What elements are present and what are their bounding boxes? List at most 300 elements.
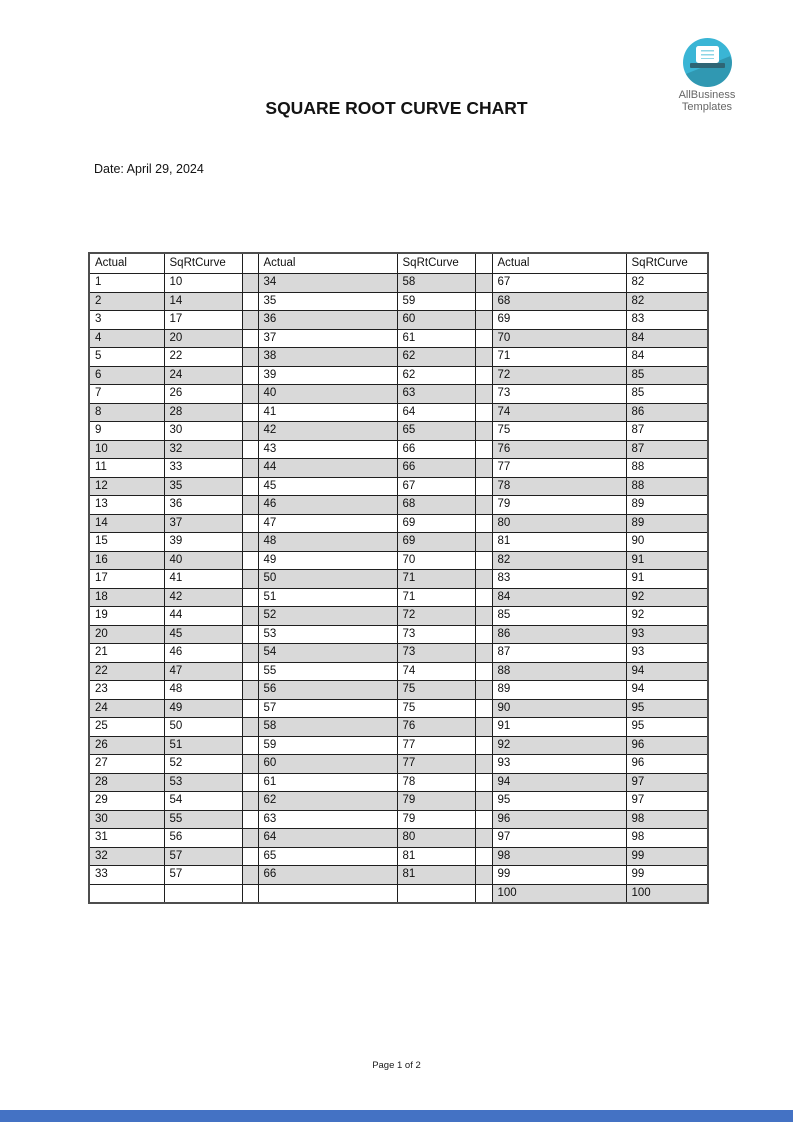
table-row <box>89 625 708 644</box>
cell-actual: 14 <box>89 514 164 533</box>
spacer-cell <box>242 570 258 589</box>
cell-sqrtcurve: 62 <box>397 366 475 385</box>
cell-sqrtcurve: 98 <box>626 829 708 848</box>
spacer-cell <box>475 533 492 552</box>
spacer-cell <box>475 274 492 293</box>
table-row <box>89 736 708 755</box>
cell-actual: 91 <box>492 718 626 737</box>
page-number: Page 1 of 2 <box>372 1060 421 1071</box>
cell-sqrtcurve: 92 <box>626 588 708 607</box>
cell-actual: 13 <box>89 496 164 515</box>
cell-actual: 76 <box>492 440 626 459</box>
table-row <box>89 699 708 718</box>
table-row <box>89 829 708 848</box>
spacer-cell <box>242 866 258 885</box>
cell-sqrtcurve: 44 <box>164 607 242 626</box>
spacer-cell <box>242 440 258 459</box>
cell-sqrtcurve: 82 <box>626 274 708 293</box>
cell-sqrtcurve: 61 <box>397 329 475 348</box>
cell-actual: 66 <box>258 866 397 885</box>
table-row <box>89 440 708 459</box>
table-row <box>89 681 708 700</box>
header-actual: Actual <box>492 253 626 274</box>
cell-actual: 45 <box>258 477 397 496</box>
cell-actual: 95 <box>492 792 626 811</box>
spacer-cell <box>475 496 492 515</box>
cell-actual: 44 <box>258 459 397 478</box>
header-spacer-cell <box>242 253 258 274</box>
cell-actual: 90 <box>492 699 626 718</box>
cell-sqrtcurve: 58 <box>397 274 475 293</box>
cell-sqrtcurve: 71 <box>397 588 475 607</box>
cell-sqrtcurve: 93 <box>626 625 708 644</box>
table-row <box>89 884 708 903</box>
cell-actual: 54 <box>258 644 397 663</box>
cell-sqrtcurve: 82 <box>626 292 708 311</box>
table-row <box>89 274 708 293</box>
cell-sqrtcurve: 81 <box>397 866 475 885</box>
cell-actual: 38 <box>258 348 397 367</box>
cell-actual: 83 <box>492 570 626 589</box>
cell-actual <box>89 884 164 903</box>
cell-sqrtcurve: 49 <box>164 699 242 718</box>
cell-actual: 77 <box>492 459 626 478</box>
cell-sqrtcurve: 77 <box>397 755 475 774</box>
cell-actual: 2 <box>89 292 164 311</box>
cell-actual: 25 <box>89 718 164 737</box>
cell-sqrtcurve: 63 <box>397 385 475 404</box>
spacer-cell <box>475 810 492 829</box>
cell-actual: 92 <box>492 736 626 755</box>
table-row <box>89 551 708 570</box>
cell-sqrtcurve: 99 <box>626 866 708 885</box>
logo-circle <box>683 38 732 87</box>
spacer-cell <box>475 311 492 330</box>
cell-actual: 36 <box>258 311 397 330</box>
cell-sqrtcurve: 79 <box>397 792 475 811</box>
cell-actual: 42 <box>258 422 397 441</box>
spacer-cell <box>475 459 492 478</box>
cell-sqrtcurve: 45 <box>164 625 242 644</box>
cell-sqrtcurve: 72 <box>397 607 475 626</box>
cell-actual: 96 <box>492 810 626 829</box>
cell-sqrtcurve: 86 <box>626 403 708 422</box>
cell-sqrtcurve: 83 <box>626 311 708 330</box>
cell-sqrtcurve: 71 <box>397 570 475 589</box>
cell-actual: 33 <box>89 866 164 885</box>
cell-actual <box>258 884 397 903</box>
cell-actual: 7 <box>89 385 164 404</box>
cell-sqrtcurve: 89 <box>626 514 708 533</box>
cell-sqrtcurve: 68 <box>397 496 475 515</box>
spacer-cell <box>242 385 258 404</box>
cell-actual: 79 <box>492 496 626 515</box>
cell-sqrtcurve: 78 <box>397 773 475 792</box>
cell-actual: 61 <box>258 773 397 792</box>
cell-actual: 43 <box>258 440 397 459</box>
cell-actual: 20 <box>89 625 164 644</box>
cell-actual: 51 <box>258 588 397 607</box>
cell-sqrtcurve: 36 <box>164 496 242 515</box>
cell-sqrtcurve: 84 <box>626 348 708 367</box>
spacer-cell <box>242 292 258 311</box>
spacer-cell <box>475 718 492 737</box>
cell-sqrtcurve: 95 <box>626 718 708 737</box>
spacer-cell <box>242 348 258 367</box>
table-row <box>89 644 708 663</box>
table-row <box>89 514 708 533</box>
cell-actual: 21 <box>89 644 164 663</box>
cell-actual: 94 <box>492 773 626 792</box>
cell-actual: 47 <box>258 514 397 533</box>
cell-actual: 30 <box>89 810 164 829</box>
cell-actual: 11 <box>89 459 164 478</box>
cell-actual: 82 <box>492 551 626 570</box>
laptop-screen-lines <box>701 50 714 59</box>
cell-actual: 19 <box>89 607 164 626</box>
cell-sqrtcurve: 75 <box>397 699 475 718</box>
spacer-cell <box>242 699 258 718</box>
cell-sqrtcurve: 91 <box>626 551 708 570</box>
cell-actual: 69 <box>492 311 626 330</box>
cell-actual: 18 <box>89 588 164 607</box>
spacer-cell <box>475 551 492 570</box>
spacer-cell <box>242 736 258 755</box>
header-actual: Actual <box>258 253 397 274</box>
cell-actual: 10 <box>89 440 164 459</box>
cell-sqrtcurve: 74 <box>397 662 475 681</box>
spacer-cell <box>475 440 492 459</box>
table-row <box>89 718 708 737</box>
cell-sqrtcurve: 39 <box>164 533 242 552</box>
table-row <box>89 866 708 885</box>
cell-sqrtcurve: 33 <box>164 459 242 478</box>
cell-sqrtcurve: 20 <box>164 329 242 348</box>
table-row <box>89 755 708 774</box>
cell-actual: 26 <box>89 736 164 755</box>
cell-actual: 23 <box>89 681 164 700</box>
cell-actual: 72 <box>492 366 626 385</box>
table-row <box>89 403 708 422</box>
table-row <box>89 459 708 478</box>
cell-actual: 93 <box>492 755 626 774</box>
table-row <box>89 385 708 404</box>
spacer-cell <box>242 274 258 293</box>
cell-sqrtcurve: 69 <box>397 514 475 533</box>
cell-actual: 3 <box>89 311 164 330</box>
cell-actual: 57 <box>258 699 397 718</box>
cell-actual: 24 <box>89 699 164 718</box>
cell-sqrtcurve: 66 <box>397 440 475 459</box>
cell-actual: 28 <box>89 773 164 792</box>
cell-actual: 48 <box>258 533 397 552</box>
spacer-cell <box>242 607 258 626</box>
spacer-cell <box>242 884 258 903</box>
cell-sqrtcurve: 47 <box>164 662 242 681</box>
spacer-cell <box>475 644 492 663</box>
cell-sqrtcurve: 66 <box>397 459 475 478</box>
footer-color-bar <box>0 1110 793 1122</box>
spacer-cell <box>242 329 258 348</box>
header-sqrtcurve: SqRtCurve <box>397 253 475 274</box>
cell-sqrtcurve: 30 <box>164 422 242 441</box>
cell-sqrtcurve: 60 <box>397 311 475 330</box>
table-row <box>89 588 708 607</box>
cell-sqrtcurve: 64 <box>397 403 475 422</box>
cell-sqrtcurve: 91 <box>626 570 708 589</box>
cell-actual: 35 <box>258 292 397 311</box>
spacer-cell <box>475 607 492 626</box>
cell-actual: 8 <box>89 403 164 422</box>
cell-sqrtcurve: 76 <box>397 718 475 737</box>
cell-sqrtcurve: 79 <box>397 810 475 829</box>
table-row <box>89 348 708 367</box>
cell-sqrtcurve <box>397 884 475 903</box>
spacer-cell <box>475 866 492 885</box>
cell-actual: 50 <box>258 570 397 589</box>
cell-sqrtcurve: 69 <box>397 533 475 552</box>
cell-sqrtcurve: 46 <box>164 644 242 663</box>
table-row <box>89 366 708 385</box>
cell-sqrtcurve: 37 <box>164 514 242 533</box>
table-row <box>89 422 708 441</box>
cell-actual: 46 <box>258 496 397 515</box>
cell-actual: 88 <box>492 662 626 681</box>
cell-sqrtcurve: 81 <box>397 847 475 866</box>
cell-sqrtcurve: 80 <box>397 829 475 848</box>
spacer-cell <box>475 884 492 903</box>
spacer-cell <box>242 625 258 644</box>
spacer-cell <box>475 736 492 755</box>
cell-actual: 70 <box>492 329 626 348</box>
table-row <box>89 292 708 311</box>
cell-sqrtcurve: 77 <box>397 736 475 755</box>
spacer-cell <box>475 514 492 533</box>
table-row <box>89 496 708 515</box>
cell-actual: 98 <box>492 847 626 866</box>
spacer-cell <box>242 403 258 422</box>
cell-actual: 15 <box>89 533 164 552</box>
spacer-cell <box>475 792 492 811</box>
table-row <box>89 792 708 811</box>
spacer-cell <box>242 718 258 737</box>
cell-sqrtcurve: 48 <box>164 681 242 700</box>
cell-sqrtcurve: 50 <box>164 718 242 737</box>
cell-sqrtcurve: 94 <box>626 662 708 681</box>
spacer-cell <box>475 588 492 607</box>
header-sqrtcurve: SqRtCurve <box>164 253 242 274</box>
cell-actual: 64 <box>258 829 397 848</box>
cell-actual: 34 <box>258 274 397 293</box>
cell-actual: 99 <box>492 866 626 885</box>
table-header-row <box>89 253 708 274</box>
spacer-cell <box>242 755 258 774</box>
cell-sqrtcurve <box>164 884 242 903</box>
cell-actual: 71 <box>492 348 626 367</box>
cell-actual: 58 <box>258 718 397 737</box>
cell-actual: 68 <box>492 292 626 311</box>
cell-sqrtcurve: 73 <box>397 644 475 663</box>
cell-sqrtcurve: 96 <box>626 736 708 755</box>
table-row <box>89 329 708 348</box>
spacer-cell <box>475 385 492 404</box>
cell-sqrtcurve: 40 <box>164 551 242 570</box>
cell-actual: 55 <box>258 662 397 681</box>
spacer-cell <box>475 292 492 311</box>
spacer-cell <box>242 496 258 515</box>
cell-sqrtcurve: 14 <box>164 292 242 311</box>
cell-sqrtcurve: 93 <box>626 644 708 663</box>
header-actual: Actual <box>89 253 164 274</box>
cell-sqrtcurve: 84 <box>626 329 708 348</box>
cell-actual: 56 <box>258 681 397 700</box>
cell-sqrtcurve: 41 <box>164 570 242 589</box>
cell-actual: 89 <box>492 681 626 700</box>
spacer-cell <box>242 533 258 552</box>
cell-actual: 9 <box>89 422 164 441</box>
spacer-cell <box>475 329 492 348</box>
cell-sqrtcurve: 22 <box>164 348 242 367</box>
cell-sqrtcurve: 62 <box>397 348 475 367</box>
cell-sqrtcurve: 35 <box>164 477 242 496</box>
table-row <box>89 533 708 552</box>
cell-sqrtcurve: 24 <box>164 366 242 385</box>
cell-sqrtcurve: 26 <box>164 385 242 404</box>
logo-text-line2: Templates <box>681 100 733 113</box>
cell-sqrtcurve: 97 <box>626 773 708 792</box>
spacer-cell <box>242 662 258 681</box>
cell-actual: 78 <box>492 477 626 496</box>
cell-actual: 63 <box>258 810 397 829</box>
cell-sqrtcurve: 90 <box>626 533 708 552</box>
cell-actual: 17 <box>89 570 164 589</box>
cell-actual: 65 <box>258 847 397 866</box>
cell-sqrtcurve: 99 <box>626 847 708 866</box>
spacer-cell <box>475 755 492 774</box>
cell-sqrtcurve: 52 <box>164 755 242 774</box>
cell-actual: 37 <box>258 329 397 348</box>
cell-actual: 27 <box>89 755 164 774</box>
cell-sqrtcurve: 59 <box>397 292 475 311</box>
spacer-cell <box>242 847 258 866</box>
cell-actual: 53 <box>258 625 397 644</box>
spacer-cell <box>242 514 258 533</box>
cell-actual: 41 <box>258 403 397 422</box>
logo-text-line1: AllBusiness <box>678 89 736 101</box>
cell-sqrtcurve: 54 <box>164 792 242 811</box>
spacer-cell <box>475 422 492 441</box>
cell-sqrtcurve: 100 <box>626 884 708 903</box>
spacer-cell <box>475 699 492 718</box>
header-sqrtcurve: SqRtCurve <box>626 253 708 274</box>
spacer-cell <box>475 829 492 848</box>
spacer-cell <box>242 773 258 792</box>
spacer-cell <box>475 773 492 792</box>
cell-actual: 60 <box>258 755 397 774</box>
spacer-cell <box>475 403 492 422</box>
table-row <box>89 662 708 681</box>
spacer-cell <box>475 570 492 589</box>
table-row <box>89 773 708 792</box>
cell-sqrtcurve: 97 <box>626 792 708 811</box>
cell-sqrtcurve: 10 <box>164 274 242 293</box>
laptop-base <box>690 63 725 68</box>
cell-sqrtcurve: 85 <box>626 385 708 404</box>
laptop-icon <box>696 46 719 63</box>
cell-actual: 80 <box>492 514 626 533</box>
cell-actual: 29 <box>89 792 164 811</box>
cell-actual: 32 <box>89 847 164 866</box>
spacer-cell <box>475 366 492 385</box>
date-line: Date: April 29, 2024 <box>94 162 204 176</box>
page-title: SQUARE ROOT CURVE CHART <box>265 98 528 118</box>
cell-sqrtcurve: 88 <box>626 459 708 478</box>
spacer-cell <box>475 681 492 700</box>
table-row <box>89 311 708 330</box>
cell-actual: 67 <box>492 274 626 293</box>
cell-sqrtcurve: 89 <box>626 496 708 515</box>
cell-sqrtcurve: 70 <box>397 551 475 570</box>
cell-actual: 84 <box>492 588 626 607</box>
cell-sqrtcurve: 85 <box>626 366 708 385</box>
cell-sqrtcurve: 98 <box>626 810 708 829</box>
cell-sqrtcurve: 73 <box>397 625 475 644</box>
spacer-cell <box>242 792 258 811</box>
cell-sqrtcurve: 57 <box>164 847 242 866</box>
cell-actual: 100 <box>492 884 626 903</box>
cell-sqrtcurve: 96 <box>626 755 708 774</box>
cell-actual: 73 <box>492 385 626 404</box>
cell-sqrtcurve: 51 <box>164 736 242 755</box>
cell-actual: 31 <box>89 829 164 848</box>
cell-sqrtcurve: 87 <box>626 422 708 441</box>
cell-actual: 4 <box>89 329 164 348</box>
cell-actual: 1 <box>89 274 164 293</box>
spacer-cell <box>475 348 492 367</box>
cell-sqrtcurve: 94 <box>626 681 708 700</box>
cell-sqrtcurve: 53 <box>164 773 242 792</box>
cell-sqrtcurve: 92 <box>626 607 708 626</box>
cell-actual: 12 <box>89 477 164 496</box>
cell-sqrtcurve: 56 <box>164 829 242 848</box>
table-row <box>89 570 708 589</box>
spacer-cell <box>242 551 258 570</box>
cell-actual: 86 <box>492 625 626 644</box>
spacer-cell <box>242 810 258 829</box>
spacer-cell <box>475 477 492 496</box>
sqrt-curve-table <box>88 252 709 904</box>
spacer-cell <box>475 847 492 866</box>
cell-actual: 52 <box>258 607 397 626</box>
cell-sqrtcurve: 32 <box>164 440 242 459</box>
cell-actual: 97 <box>492 829 626 848</box>
cell-sqrtcurve: 55 <box>164 810 242 829</box>
cell-actual: 39 <box>258 366 397 385</box>
cell-actual: 49 <box>258 551 397 570</box>
cell-actual: 81 <box>492 533 626 552</box>
cell-actual: 62 <box>258 792 397 811</box>
spacer-cell <box>242 588 258 607</box>
spacer-cell <box>242 477 258 496</box>
spacer-cell <box>242 366 258 385</box>
cell-sqrtcurve: 57 <box>164 866 242 885</box>
spacer-cell <box>242 681 258 700</box>
spacer-cell <box>242 459 258 478</box>
table-row <box>89 607 708 626</box>
spacer-cell <box>242 644 258 663</box>
cell-actual: 6 <box>89 366 164 385</box>
spacer-cell <box>242 311 258 330</box>
